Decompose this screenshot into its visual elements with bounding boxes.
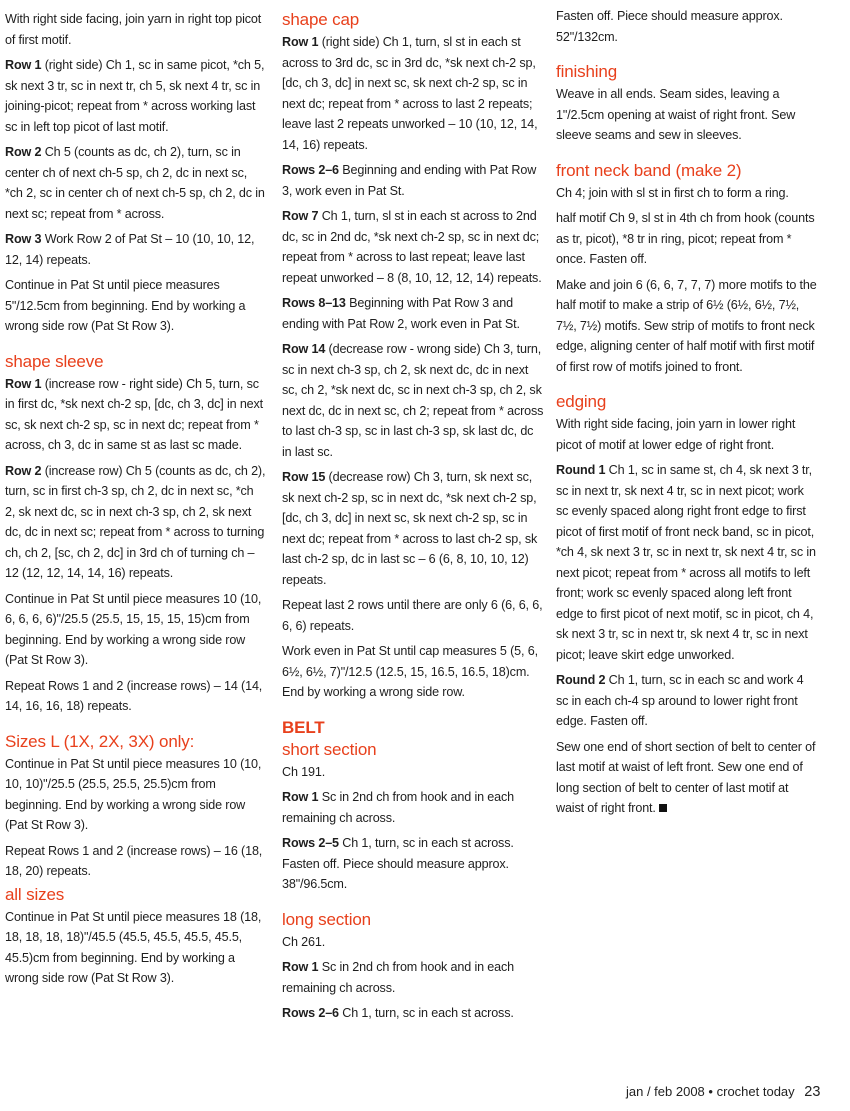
row-label: Row 2 <box>5 463 42 478</box>
all-sizes-continue: Continue in Pat St until piece measures 18 (18, 18, 18, 18, 18)"/45.5 (45.5, 45.5, 45.5, 45.5, 45.5)cm from beginning. End by working a wrong side row (Pat St Row 3). <box>5 909 262 985</box>
neck-band-join: Make and join 6 (6, 6, 7, 7, 7) more motifs to the half motif to make a strip of 6½ (6½, 6½, 7½, 7½, 7½) motifs. Sew strip of motifs to front neck edge, aligning center of half motif with first motif of first row of motifs joined to front. <box>556 277 817 374</box>
neck-band-ring: Ch 4; join with sl st in first ch to form a ring. <box>556 185 789 200</box>
edging-intro: With right side facing, join yarn in lower right picot of motif at lower edge of right front. <box>556 417 796 452</box>
row-3-instruction <box>5 229 267 270</box>
row-label: Row 7 <box>282 209 319 223</box>
row-2-instruction <box>5 142 267 224</box>
long-row-1 <box>282 957 544 998</box>
sizes-heading: Sizes L (1X, 2X, 3X) only: <box>5 731 195 751</box>
continue-text: Continue in Pat St until piece measures 5"/12.5cm from beginning. End by working a wrong side row (Pat St Row 3). <box>5 278 246 333</box>
cap-row-1 <box>282 32 544 155</box>
row-label: Row 1 <box>282 960 319 974</box>
row-label: Rows 2–6 <box>282 163 339 177</box>
shape-cap-heading: shape cap <box>282 10 360 29</box>
round-label: Round 2 <box>556 673 606 687</box>
long-section-heading: long section <box>282 909 371 929</box>
round-label: Round 1 <box>556 463 606 477</box>
cap-row-7 <box>282 206 544 288</box>
row-text: Work Row 2 of Pat St – 10 (10, 10, 12, 12, 14) repeats. <box>5 232 255 267</box>
row-text: Ch 1, turn, sc in each st across. Fasten off. Piece should measure approx. 38"/96.5cm. <box>282 836 514 891</box>
cap-row-15 <box>282 467 544 590</box>
row-text: Ch 5 (counts as dc, ch 2), turn, sc in center ch of next ch-5 sp, ch 2, dc in next sc, *ch 2, sc in center ch of next ch-5 sp, ch 2, dc in next sc; repeat from * across. <box>5 145 265 221</box>
intro-text: With right side facing, join yarn in right top picot of first motif. <box>5 12 262 47</box>
row-text: Ch 1, turn, sc in each st across. <box>338 1006 514 1020</box>
column-2 <box>282 9 544 1029</box>
row-label: Rows 2–5 <box>282 836 339 850</box>
sizes-continue: Continue in Pat St until piece measures 10 (10, 10, 10)"/25.5 (25.5, 25.5, 25.5)cm from beginning. End by working a wrong side row (Pat St Row 3). <box>5 756 262 832</box>
finishing-text: Weave in all ends. Seam sides, leaving a 1"/2.5cm opening at waist of right front. Sew sleeve seams and sew in sleeves. <box>556 87 796 142</box>
short-chain: Ch 191. <box>282 764 326 779</box>
cap-rows-2-6 <box>282 160 544 201</box>
sleeve-row-1 <box>5 374 267 456</box>
long-chain: Ch 261. <box>282 934 326 949</box>
page-number: 23 <box>804 1084 821 1100</box>
sew-belt-text <box>556 737 818 819</box>
row-text: (right side) Ch 1, turn, sl st in each st across to 3rd dc, sc in 3rd dc, *sk next ch-2 sp, [dc, ch 3, dc] in next sc, sk next ch-2 sp, sc in next dc; repeat from * across to last 2 repeats; leave last 2 repeats unworked – 10 (10, 12, 14, 14, 16) repeats. <box>282 35 538 152</box>
sizes-repeat: Repeat Rows 1 and 2 (increase rows) – 16 (18, 18, 20) repeats. <box>5 843 263 878</box>
all-sizes-heading: all sizes <box>5 884 65 904</box>
fasten-off-text: Fasten off. Piece should measure approx. 52"/132cm. <box>556 9 783 44</box>
row-label: Row 15 <box>282 470 326 484</box>
belt-heading: BELT <box>282 717 325 737</box>
row-text: Sc in 2nd ch from hook and in each remaining ch across. <box>282 790 515 825</box>
magazine-name: crochet today <box>716 1084 795 1099</box>
row-text: (increase row) Ch 5 (counts as dc, ch 2), turn, sc in first ch-3 sp, ch 2, dc in next sc, *ch 2, sk next dc, sc in next ch-3 sp, ch 2, sk next dc, dc in next sc; repeat from * across to turning ch, ch 2, [sc, ch 2, dc] in 3rd ch of turning ch – 12 (12, 12, 14, 14, 16) repeats. <box>5 463 266 580</box>
column-3 <box>556 6 818 824</box>
cap-row-14 <box>282 339 544 462</box>
cap-repeat: Repeat last 2 rows until there are only 6 (6, 6, 6, 6, 6) repeats. <box>282 598 543 633</box>
end-mark-icon <box>659 804 667 812</box>
row-text: (increase row - right side) Ch 5, turn, sc in first dc, *sk next ch-2 sp, [dc, ch 3, dc] in next sc, sk next ch-2 sp, sc in next dc; repeat from * across, ch 3, dc in same st as last sc made. <box>5 376 264 452</box>
row-text: Beginning with Pat Row 3 and ending with Pat Row 2, work even in Pat St. <box>282 296 520 331</box>
row-1-instruction <box>5 55 267 137</box>
row-label: Rows 2–6 <box>282 1006 339 1020</box>
short-row-1 <box>282 787 544 828</box>
cap-rows-8-13 <box>282 293 544 334</box>
round-1-instruction <box>556 460 818 665</box>
row-label: Row 14 <box>282 342 326 356</box>
round-text: Ch 1, turn, sc in each sc and work 4 sc in each ch-4 sp around to lower right front edge. Fasten off. <box>556 673 804 728</box>
column-1 <box>5 9 267 994</box>
row-label: Row 1 <box>282 35 319 49</box>
sleeve-repeat: Repeat Rows 1 and 2 (increase rows) – 14 (14, 14, 16, 16, 18) repeats. <box>5 678 263 713</box>
long-rows-2-6 <box>282 1003 544 1024</box>
row-label: Rows 8–13 <box>282 296 346 310</box>
row-text: (right side) Ch 1, sc in same picot, *ch 5, sk next 3 tr, sc in next tr, ch 5, sk next 4 tr, sc in joining-picot; repeat from * across working last sc in left top picot of last motif. <box>5 58 265 134</box>
shape-sleeve-heading: shape sleeve <box>5 351 104 371</box>
row-label: Row 1 <box>5 376 42 391</box>
cap-work-even: Work even in Pat St until cap measures 5 (5, 6, 6½, 6½, 7)"/12.5 (12.5, 15, 16.5, 16.5, 18)cm. End by working a wrong side row. <box>282 644 538 699</box>
page-footer <box>626 1084 846 1100</box>
row-text: (decrease row - wrong side) Ch 3, turn, sc in next ch-3 sp, ch 2, sk next dc, dc in next sc, ch 2, *sk next dc, sc in next ch-3 sp, ch 2, sk next dc, dc in next sc, ch 2; repeat from * across to last ch-3 sp, sc in last ch-3 sp, sk last dc, dc in last sc. <box>282 342 544 459</box>
issue-date: jan / feb 2008 <box>626 1084 705 1099</box>
bullet-separator: • <box>708 1084 713 1099</box>
neck-band-half-motif: half motif Ch 9, sl st in 4th ch from hook (counts as tr, picot), *8 tr in ring, picot; repeat from * once. Fasten off. <box>556 211 815 266</box>
row-label: Row 3 <box>5 232 42 246</box>
row-label: Row 2 <box>5 145 42 159</box>
front-neck-band-heading: front neck band (make 2) <box>556 160 742 180</box>
sew-belt-body: Sew one end of short section of belt to center of last motif at waist of left front. Sew one end of long section of belt to center of last motif at waist of right front. <box>556 739 816 815</box>
row-text: Beginning and ending with Pat Row 3, work even in Pat St. <box>282 163 537 198</box>
row-label: Row 1 <box>282 790 319 804</box>
sleeve-row-2 <box>5 461 267 584</box>
row-text: (decrease row) Ch 3, turn, sk next sc, sk next ch-2 sp, sc in next dc, *sk next ch-2 sp, [dc, ch 3, dc] in next sc, sk next ch-2 sp, sc in next dc; repeat from * across to last ch-2 sp, sk last ch-2 sp, dc in last sc – 6 (6, 8, 10, 10, 12) repeats. <box>282 470 538 587</box>
row-text: Ch 1, turn, sl st in each st across to 2nd dc, sc in 2nd dc, *sk next ch-2 sp, sc in next dc; repeat from * across to last repeat; leave last repeat unworked – 8 (8, 10, 12, 12, 14) repeats. <box>282 209 542 285</box>
round-text: Ch 1, sc in same st, ch 4, sk next 3 tr, sc in next tr, sk next 4 tr, sc in next picot; work sc evenly spaced along right front edge to first picot of first motif of front neck band, sc in picot, *ch 4, sk next 3 tr, sc in next tr, sk next 4 tr, sc in next picot; repeat from * across all motifs to left front; work sc evenly spaced along left front edge to first picot of next motif, sc in picot, ch 4, sk next 3 tr, sc in next tr, sk next 4 tr, sc in next picot; leave skirt edge unworked. <box>556 463 816 662</box>
row-text: Sc in 2nd ch from hook and in each remaining ch across. <box>282 960 515 995</box>
finishing-heading: finishing <box>556 62 618 81</box>
edging-heading: edging <box>556 392 607 411</box>
sleeve-continue: Continue in Pat St until piece measures 10 (10, 6, 6, 6, 6)"/25.5 (25.5, 15, 15, 15, 15)cm from beginning. End by working a wrong side row (Pat St Row 3). <box>5 591 262 667</box>
short-section-heading: short section <box>282 739 377 759</box>
row-label: Row 1 <box>5 58 42 72</box>
round-2-instruction <box>556 670 818 732</box>
short-rows-2-5 <box>282 833 544 895</box>
